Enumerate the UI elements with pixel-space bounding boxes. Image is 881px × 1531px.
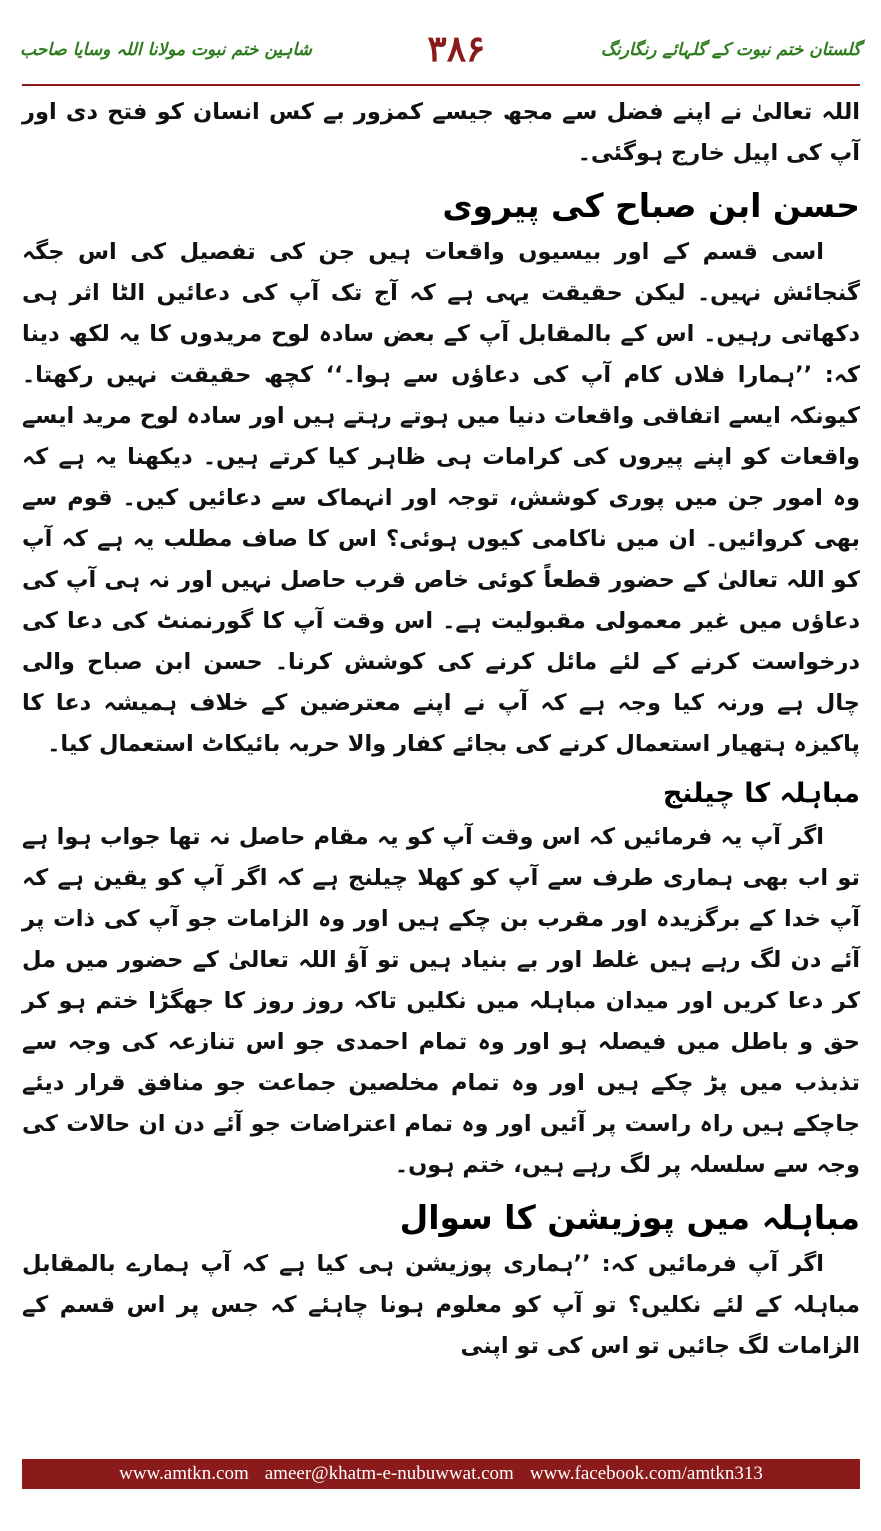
section-heading-mubahala-challenge: مباہلہ کا چیلنج [662,778,860,809]
section-heading-hassan-bin-sabbah: حسن ابن صباح کی پیروی [442,186,860,225]
header-book-title: گلستان ختم نبوت کے گلہائے رنگارنگ [600,39,861,60]
page-number: ۳۸۶ [427,28,486,70]
footer-facebook-link[interactable]: www.facebook.com/amtkn313 [529,1463,763,1484]
footer-email-link[interactable]: ameer@khatm-e-nubuwwat.com [264,1463,514,1484]
section-body-position-question: اگر آپ فرمائیں کہ: ’’ہماری پوزیشن ہی کیا ہے کہ آپ ہمارے بالمقابل مباہلہ کے لئے نکلیں؟ تو آپ کو معلوم ہونا چاہئے کہ جس پر اس قسم کے الزامات لگ جائیں تو اس کی تو اپنی [22,1251,860,1359]
footer-website-link[interactable]: www.amtkn.com [119,1463,249,1484]
section-body-hassan-bin-sabbah: اسی قسم کے اور بیسیوں واقعات ہیں جن کی تفصیل کی اس جگہ گنجائش نہیں۔ لیکن حقیقت یہی ہے کہ آج تک آپ کی دعائیں الٹا اثر ہی دکھاتی رہیں۔ اس کے بالمقابل آپ کے بعض سادہ لوح مریدوں کا یہ لکھ دینا کہ: ’’ہمارا فلاں کام آپ کی دعاؤں سے ہوا۔‘‘ کچھ حقیقت نہیں رکھتا۔ کیونکہ ایسے اتفاقی واقعات دنیا میں ہوتے رہتے ہیں اور سادہ لوح مرید ایسے واقعات کو اپنے پیروں کی کرامات ہی ظاہر کیا کرتے ہیں۔ دیکھنا یہ ہے کہ وہ امور جن میں پوری کوشش، توجہ اور انہماک سے دعائیں کیں۔ قوم سے بھی کروائیں۔ ان میں ناکامی کیوں ہوئی؟ اس کا صاف مطلب یہ ہے کہ آپ کو اللہ تعالیٰ کے حضور قطعاً کوئی خاص قرب حاصل نہیں اور نہ ہی آپ کی دعاؤں میں غیر معمولی مقبولیت ہے۔ اس وقت آپ کا گورنمنٹ کی دعا کی درخواست کرنے کے لئے مائل کرنے کی کوشش کرنا۔ حسن ابن صباح والی چال ہے ورنہ کیا وجہ ہے کہ آپ نے اپنے معترضین کے خلاف ہمیشہ دعا کا پاکیزہ ہتھیار استعمال کرنے کی بجائے کفار والا حربہ بائیکاٹ استعمال کیا۔ [22,239,860,757]
header-divider [22,84,860,86]
page-content [22,92,860,1367]
page-header [20,18,861,80]
footer-bar [22,1459,860,1489]
header-author-title: شاہین ختم نبوت مولانا اللہ وسایا صاحب [20,39,312,60]
section-heading-position-question: مباہلہ میں پوزیشن کا سوال [399,1198,860,1237]
intro-paragraph: اللہ تعالیٰ نے اپنے فضل سے مجھ جیسے کمزور بے کس انسان کو فتح دی اور آپ کی اپیل خارج ہوگئی۔ [22,99,860,166]
section-body-mubahala-challenge: اگر آپ یہ فرمائیں کہ اس وقت آپ کو یہ مقام حاصل نہ تھا جواب ہوا ہے تو اب بھی ہماری طرف سے آپ کو کھلا چیلنج ہے کہ اگر آپ کو یقین ہے کہ آپ خدا کے برگزیدہ اور مقرب بن چکے ہیں اور وہ الزامات جو آپ کی ذات پر آئے دن لگ رہے ہیں غلط اور بے بنیاد ہیں تو آؤ اللہ تعالیٰ کے حضور میں مل کر دعا کریں اور میدان مباہلہ میں نکلیں تاکہ روز روز کا جھگڑا ختم ہو کر حق و باطل میں فیصلہ ہو اور وہ تمام احمدی جو اس تنازعہ کی وجہ سے تذبذب میں پڑ چکے ہیں اور وہ تمام مخلصین جماعت جو منافق قرار دیئے جاچکے ہیں راہ راست پر آئیں اور وہ تمام اعتراضات جو آئے دن ان حالات کی وجہ سے سلسلہ پر لگ رہے ہیں، ختم ہوں۔ [22,824,860,1178]
